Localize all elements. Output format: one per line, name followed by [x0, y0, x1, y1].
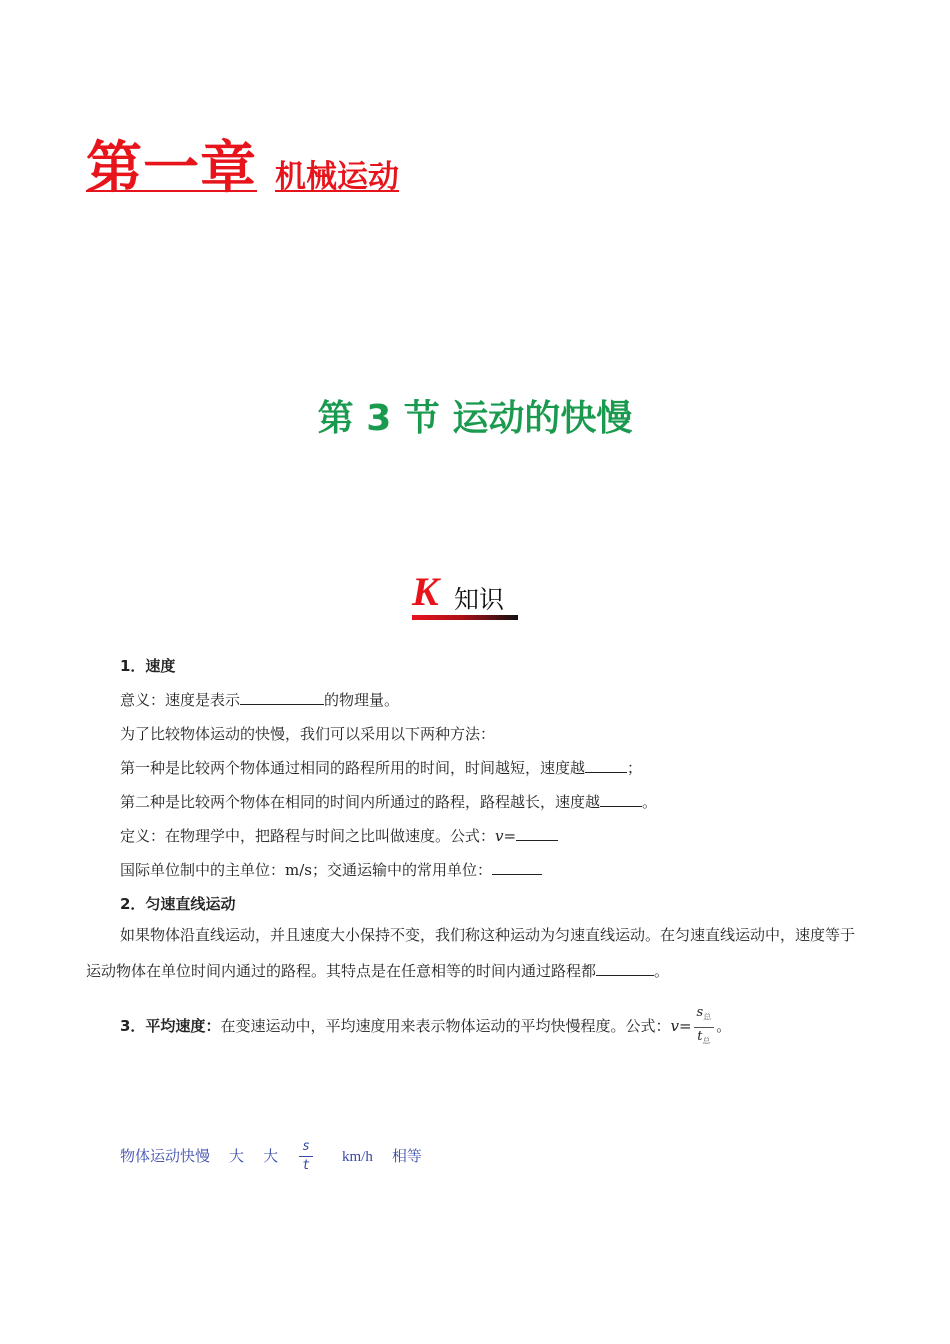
chapter-number: 第一章 — [86, 136, 257, 201]
answer-2: 大 — [229, 1147, 245, 1165]
badge-letter: K — [412, 569, 439, 614]
answer-1: 物体运动快慢 — [120, 1147, 211, 1165]
chapter-name: 机械运动 — [275, 159, 399, 195]
line-definition: 定义：在物理学中，把路程与时间之比叫做速度。公式：v= — [120, 825, 558, 846]
blank-3 — [600, 792, 642, 807]
line-units: 国际单位制中的主单位：m/s；交通运输中的常用单位： — [120, 859, 542, 880]
line-method-1: 第一种是比较两个物体通过相同的路程所用的时间，时间越短，速度越 ； — [120, 759, 643, 777]
knowledge-badge — [412, 570, 520, 622]
paragraph-uniform-motion: 如果物体沿直线运动，并且速度大小保持不变，我们称这种运动为匀速直线运动。在匀速直线运动中，速度等于运动物体在单位时间内通过的路程。其特点是在任意相等的时间内通过路程都 。 — [86, 926, 856, 980]
badge-underline — [412, 615, 518, 620]
answer-key — [120, 1138, 432, 1175]
average-speed-formula: $\frac{s_总}{t_总}$ — [694, 1004, 715, 1050]
chapter-title — [86, 124, 399, 204]
line-meaning: 意义：速度是表示 的物理量。 — [120, 691, 400, 709]
answer-4-formula: $\frac{s}{t}$ — [299, 1138, 323, 1175]
blank-5 — [492, 860, 542, 875]
answer-6: 相等 — [391, 1147, 422, 1165]
badge-text: 知识 — [454, 585, 505, 614]
blank-4 — [516, 826, 558, 841]
blank-1 — [240, 690, 324, 705]
answer-5: km/h — [342, 1149, 373, 1165]
line-methods: 为了比较物体运动的快慢，我们可以采用以下两种方法： — [120, 725, 496, 743]
blank-2 — [585, 758, 627, 773]
blank-6 — [596, 961, 654, 976]
heading-average-speed: 3．平均速度： — [120, 1017, 221, 1036]
line-average-speed: 3．平均速度：在变速运动中，平均速度用来表示物体运动的平均快慢程度。公式：v= $\frac{s_总}{t_总}$ 。 — [120, 1004, 731, 1050]
line-method-2: 第二种是比较两个物体在相同的时间内所通过的路程，路程越长，速度越 。 — [120, 793, 658, 811]
answer-3: 大 — [263, 1147, 279, 1165]
heading-uniform-motion: 2．匀速直线运动 — [120, 895, 236, 913]
heading-speed: 1．速度 — [120, 657, 176, 675]
section-title: 第 3 节 运动的快慢 — [317, 398, 633, 439]
